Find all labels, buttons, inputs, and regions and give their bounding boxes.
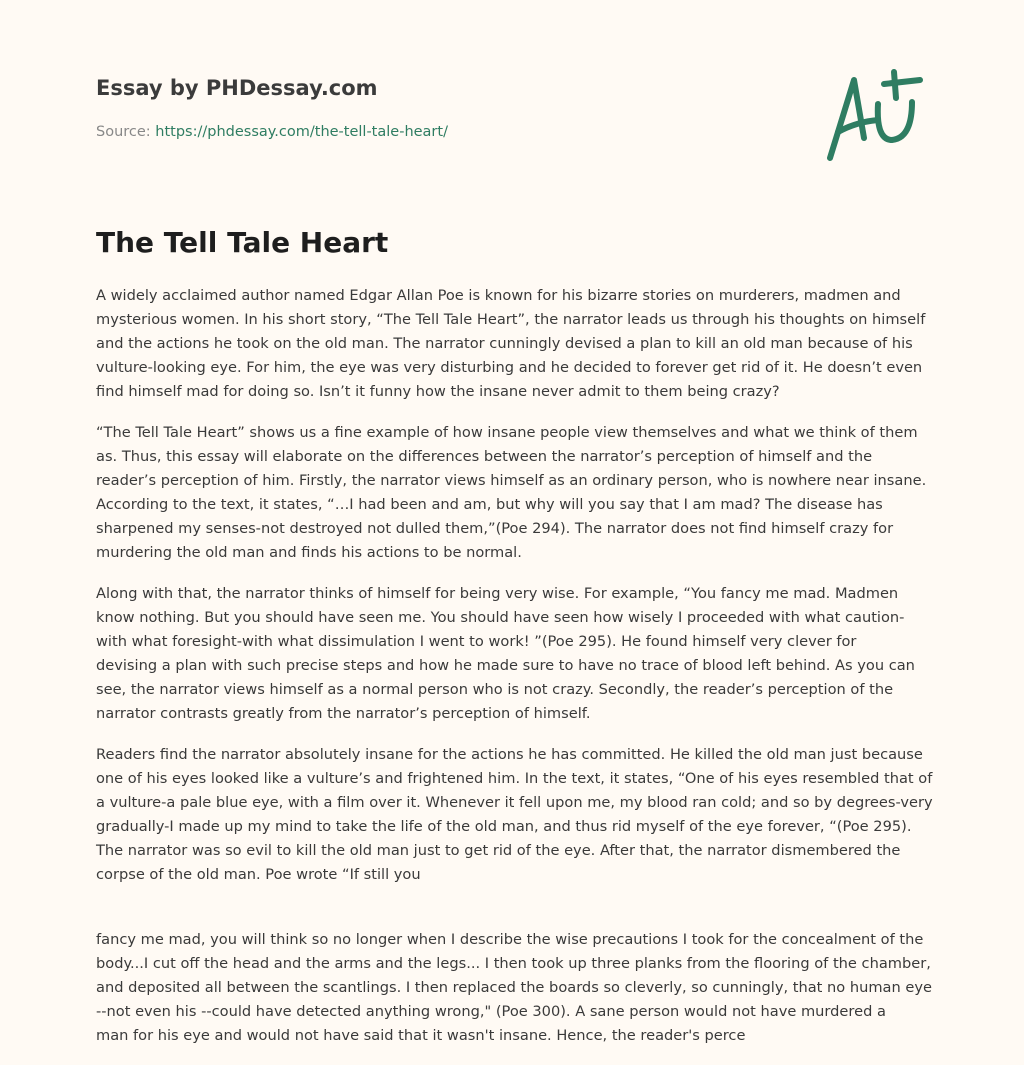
paragraph-line: as. Thus, this essay will elaborate on the differences between the narrator’s perception of himself and the — [96, 448, 873, 465]
page-title: The Tell Tale Heart — [96, 226, 389, 259]
essay-paragraph — [96, 743, 956, 887]
paragraph-line: and deposited all between the scantlings. I then replaced the boards so cleverly, so cunningly, that no human eye — [96, 979, 932, 996]
paragraph-line: reader’s perception of him. Firstly, the narrator views himself as an ordinary person, who is nowhere near insane. — [96, 472, 927, 489]
paragraph-line: devising a plan with such precise steps and how he made sure to have no trace of blood left behind. As you can — [96, 657, 915, 674]
source-line — [96, 124, 448, 140]
essay-paragraph — [96, 284, 956, 404]
site-brand: Essay by PHDessay.com — [96, 76, 378, 100]
paragraph-line: one of his eyes looked like a vulture’s and frightened him. In the text, it states, “One of his eyes resembled that of — [96, 770, 933, 787]
paragraph-line: see, the narrator views himself as a normal person who is not crazy. Secondly, the reader’s perception of the — [96, 681, 894, 698]
paragraph-line: man for his eye and would not have said that it wasn't insane. Hence, the reader's perce — [96, 1027, 746, 1044]
a-plus-grade-icon — [820, 68, 930, 164]
essay-paragraph — [96, 582, 956, 726]
paragraph-line: murdering the old man and finds his actions to be normal. — [96, 544, 522, 561]
paragraph-line: --not even his --could have detected anything wrong," (Poe 300). A sane person would not have murdered a — [96, 1003, 886, 1020]
paragraph-line: mysterious women. In his short story, “The Tell Tale Heart”, the narrator leads us through his thoughts on himself — [96, 311, 926, 328]
source-label: Source: — [96, 124, 156, 140]
paragraph-line: Readers find the narrator absolutely insane for the actions he has committed. He killed the old man just because — [96, 746, 923, 763]
paragraph-line: narrator contrasts greatly from the narrator’s perception of himself. — [96, 705, 591, 722]
paragraph-line: find himself mad for doing so. Isn’t it funny how the insane never admit to them being crazy? — [96, 383, 780, 400]
essay-body — [96, 284, 956, 1065]
essay-paragraph — [96, 928, 956, 1048]
paragraph-line: corpse of the old man. Poe wrote “If still you — [96, 866, 421, 883]
paragraph-line: gradually-I made up my mind to take the life of the old man, and thus rid myself of the eye forever, “(Poe 295). — [96, 818, 912, 835]
paragraph-line: know nothing. But you should have seen me. You should have seen how wisely I proceeded with what caution- — [96, 609, 905, 626]
paragraph-line: body...I cut off the head and the arms and the legs... I then took up three planks from the flooring of the chamber, — [96, 955, 931, 972]
source-link[interactable]: https://phdessay.com/the-tell-tale-heart/ — [155, 124, 448, 140]
paragraph-line: sharpened my senses-not destroyed not dulled them,”(Poe 294). The narrator does not find himself crazy for — [96, 520, 894, 537]
paragraph-line: vulture-looking eye. For him, the eye was very disturbing and he decided to forever get rid of it. He doesn’t even — [96, 359, 923, 376]
paragraph-line: with what foresight-with what dissimulation I went to work! ”(Poe 295). He found himself very clever for — [96, 633, 857, 650]
paragraph-line: fancy me mad, you will think so no longer when I describe the wise precautions I took for the concealment of the — [96, 931, 924, 948]
paragraph-line: The narrator was so evil to kill the old man just to get rid of the eye. After that, the narrator dismembered the — [96, 842, 901, 859]
paragraph-line: “The Tell Tale Heart” shows us a fine example of how insane people view themselves and what we think of them — [96, 424, 918, 441]
paragraph-line: and the actions he took on the old man. The narrator cunningly devised a plan to kill an old man because of his — [96, 335, 913, 352]
paragraph-line: According to the text, it states, “…I had been and am, but why will you say that I am mad? The disease has — [96, 496, 883, 513]
paragraph-line: Along with that, the narrator thinks of himself for being very wise. For example, “You fancy me mad. Madmen — [96, 585, 899, 602]
paragraph-line: A widely acclaimed author named Edgar Allan Poe is known for his bizarre stories on murderers, madmen and — [96, 287, 901, 304]
paragraph-line: a vulture-a pale blue eye, with a film over it. Whenever it fell upon me, my blood ran cold; and so by degrees-very — [96, 794, 933, 811]
essay-paragraph — [96, 421, 956, 565]
